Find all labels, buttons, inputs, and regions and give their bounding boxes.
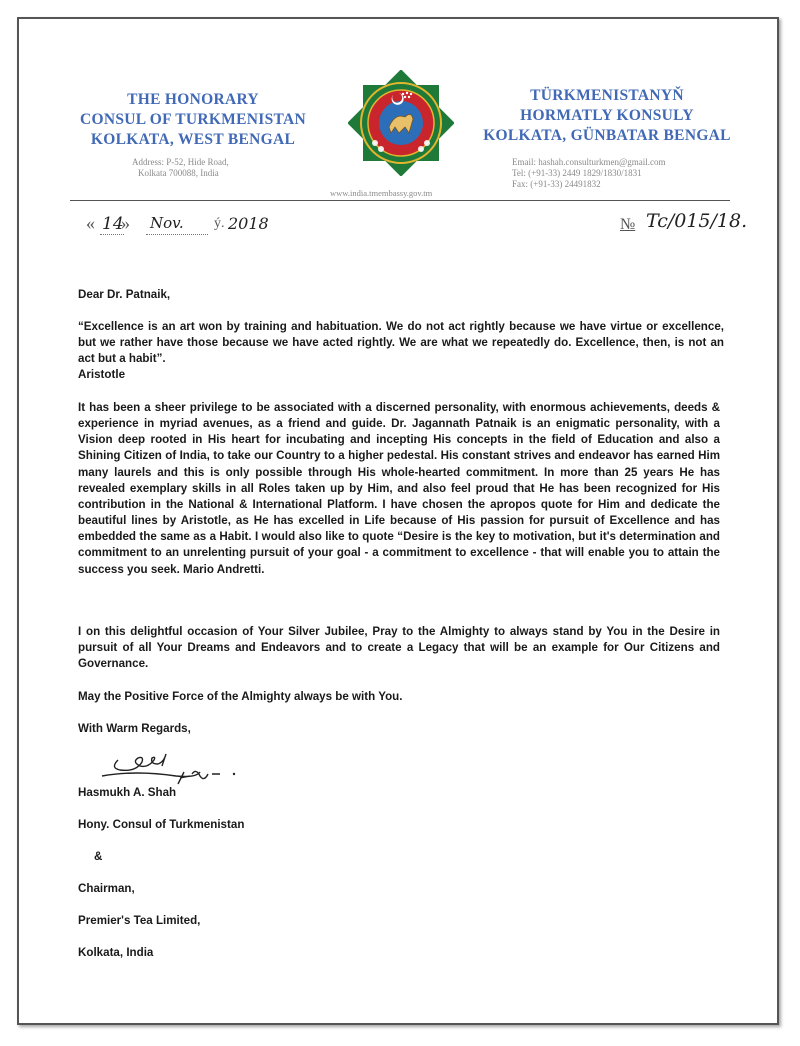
body-paragraph-3: May the Positive Force of the Almighty always be with You.	[78, 690, 403, 703]
header-right	[462, 86, 752, 146]
date-day: 14	[102, 214, 124, 234]
date-close-quote: »	[121, 213, 130, 233]
handwritten-signature	[96, 738, 256, 788]
date-month: Nov.	[150, 214, 184, 232]
address-block	[130, 157, 229, 179]
date-year: 2018	[228, 214, 269, 233]
header-left	[58, 90, 328, 150]
contact-email: Email: hashah.consulturkmen@gmail.com	[512, 157, 666, 167]
reference-value: Tc/015/18.	[646, 210, 748, 232]
salutation: Dear Dr. Patnaik,	[78, 288, 171, 301]
header-divider	[70, 200, 730, 201]
signatory-company: Premier's Tea Limited,	[78, 914, 201, 927]
quote-author: Aristotle	[78, 368, 126, 381]
aristotle-quote: “Excellence is an art won by training and habituation. We do not act rightly because we have virtue or excellence, but we rather have those because we have acted rightly. We are what we repeatedly do. Excellence, then, is not an act but a habit”.	[78, 320, 724, 366]
website-url: www.india.tmembassy.gov.tm	[330, 188, 433, 198]
contact-fax: Fax: (+91-33) 24491832	[512, 179, 601, 189]
signatory-ampersand: &	[94, 850, 103, 863]
contact-block	[512, 157, 666, 190]
date-open-quote: «	[86, 213, 95, 233]
body-paragraph-2: I on this delightful occasion of Your Silver Jubilee, Pray to the Almighty to always stand by You in the Desire in pursuit of all Your Dreams and Endeavors and to create a Legacy that will be an example for Our Citizens and Governance.	[78, 625, 720, 671]
address-line-1: Address: P-52, Hide Road,	[132, 157, 229, 167]
signatory-location: Kolkata, India	[78, 946, 154, 959]
reference-number-sign: №	[620, 216, 636, 233]
header-left-line-2: CONSUL OF TURKMENISTAN	[80, 111, 306, 128]
signatory-title-2: Chairman,	[78, 882, 135, 895]
date-underline-1	[100, 234, 124, 235]
date-year-prefix: ý.	[214, 216, 225, 231]
signatory-title: Hony. Consul of Turkmenistan	[78, 818, 245, 831]
header-left-line-1: THE HONORARY	[127, 91, 259, 108]
body-paragraph-1: It has been a sheer privilege to be associated with a discerned personality, with enormous achievements, deeds & experience in myriad avenues, as a friend and guide. Dr. Jagannath Patnaik is an enigmatic personality, with a Vision deep rooted in His heart for incubating and incepting His concepts in the field of Education and also a Shining Citizen of India, to take our Country to a higher pedestal. His constant strives and endeavor has earned Him many laurels and this is only possible through His whole-hearted commitment. In more than 25 years He has revealed exemplary skills in all Roles taken up by Him, and also feel proud that He has been recognized for His contribution in the National & International Platform. I have chosen the apropos quote for Him and dedicate the beautiful lines by Aristotle, as He has excelled in Life because of His passion for pursuit of Excellence and has embedded the same as a Habit. I would also like to quote “Desire is the key to motivation, but it's determination and commitment to an unrelenting pursuit of your goal - a commitment to excellence - that will enable you to attain the success you seek. Mario Andretti.	[78, 401, 720, 576]
header-left-line-3: KOLKATA, WEST BENGAL	[90, 131, 296, 148]
header-right-line-3: KOLKATA, GÜNBATAR BENGAL	[483, 127, 731, 144]
signatory-name: Hasmukh A. Shah	[78, 786, 177, 799]
address-line-2: Kolkata 700088, India	[138, 168, 219, 178]
turkmenistan-emblem-icon	[348, 70, 454, 176]
header-right-line-1: TÜRKMENISTANYŇ	[530, 87, 684, 104]
header-right-line-2: HORMATLY KONSULY	[520, 107, 694, 124]
closing: With Warm Regards,	[78, 722, 191, 735]
date-underline-2	[146, 234, 208, 235]
contact-phone: Tel: (+91-33) 2449 1829/1830/1831	[512, 168, 642, 178]
